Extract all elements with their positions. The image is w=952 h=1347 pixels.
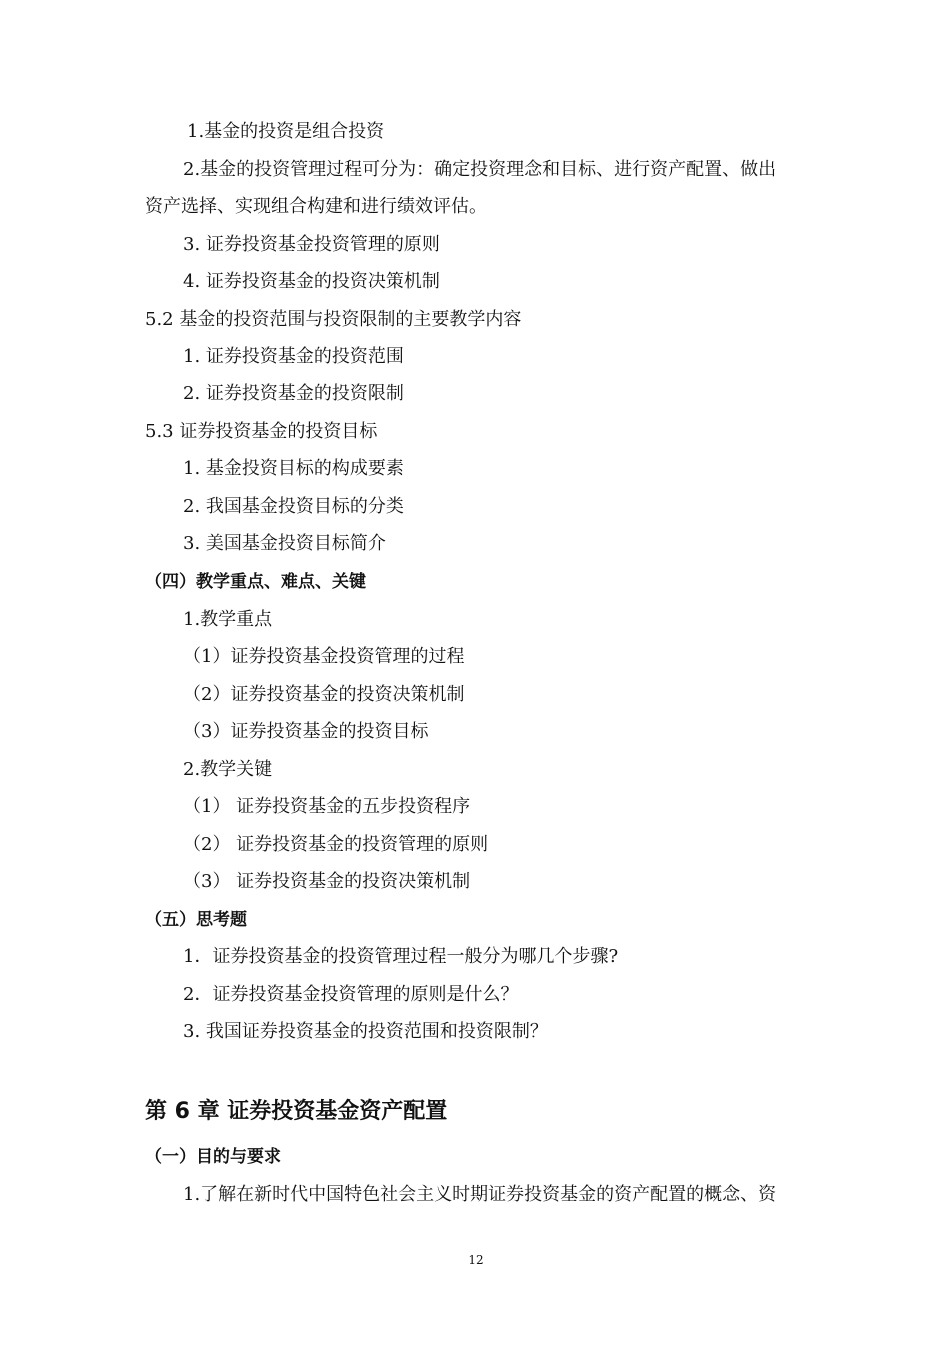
list-item: 2. 证券投资基金的投资限制: [183, 383, 404, 404]
list-item: 3. 美国基金投资目标简介: [183, 533, 386, 554]
list-item: 2. 我国基金投资目标的分类: [183, 496, 404, 517]
list-item: （3）证券投资基金的投资目标: [183, 721, 429, 742]
section-heading-bold: （四）教学重点、难点、关键: [145, 572, 366, 592]
question-item: 3. 我国证券投资基金的投资范围和投资限制？: [183, 1021, 548, 1042]
subheading: 2.教学关键: [183, 759, 273, 780]
subheading: 1.教学重点: [183, 609, 273, 630]
paragraph-line: 资产选择、实现组合构建和进行绩效评估。: [145, 196, 487, 217]
list-item: 1.基金的投资是组合投资: [187, 121, 385, 142]
list-item: （3） 证券投资基金的投资决策机制: [183, 871, 471, 892]
paragraph-line: 1.了解在新时代中国特色社会主义时期证券投资基金的资产配置的概念、资: [183, 1184, 777, 1205]
list-item: 4. 证券投资基金的投资决策机制: [183, 271, 440, 292]
list-item: （2） 证券投资基金的投资管理的原则: [183, 834, 489, 855]
list-item: 3. 证券投资基金投资管理的原则: [183, 234, 440, 255]
section-heading-bold: （一）目的与要求: [145, 1147, 281, 1167]
chapter-title: 第 6 章 证券投资基金资产配置: [145, 1099, 448, 1124]
question-item: 1．证券投资基金的投资管理过程一般分为哪几个步骤?: [183, 946, 619, 967]
section-heading: 5.3 证券投资基金的投资目标: [145, 421, 378, 442]
section-heading-bold: （五）思考题: [145, 910, 247, 930]
paragraph-line: 2.基金的投资管理过程可分为：确定投资理念和目标、进行资产配置、做出: [183, 159, 777, 180]
list-item: （1） 证券投资基金的五步投资程序: [183, 796, 471, 817]
list-item: （1）证券投资基金投资管理的过程: [183, 646, 465, 667]
section-heading: 5.2 基金的投资范围与投资限制的主要教学内容: [145, 309, 522, 330]
question-item: 2．证券投资基金投资管理的原则是什么？: [183, 984, 519, 1005]
list-item: 1. 证券投资基金的投资范围: [183, 346, 404, 367]
page-number: 12: [468, 1253, 484, 1267]
list-item: （2）证券投资基金的投资决策机制: [183, 684, 465, 705]
list-item: 1. 基金投资目标的构成要素: [183, 458, 404, 479]
